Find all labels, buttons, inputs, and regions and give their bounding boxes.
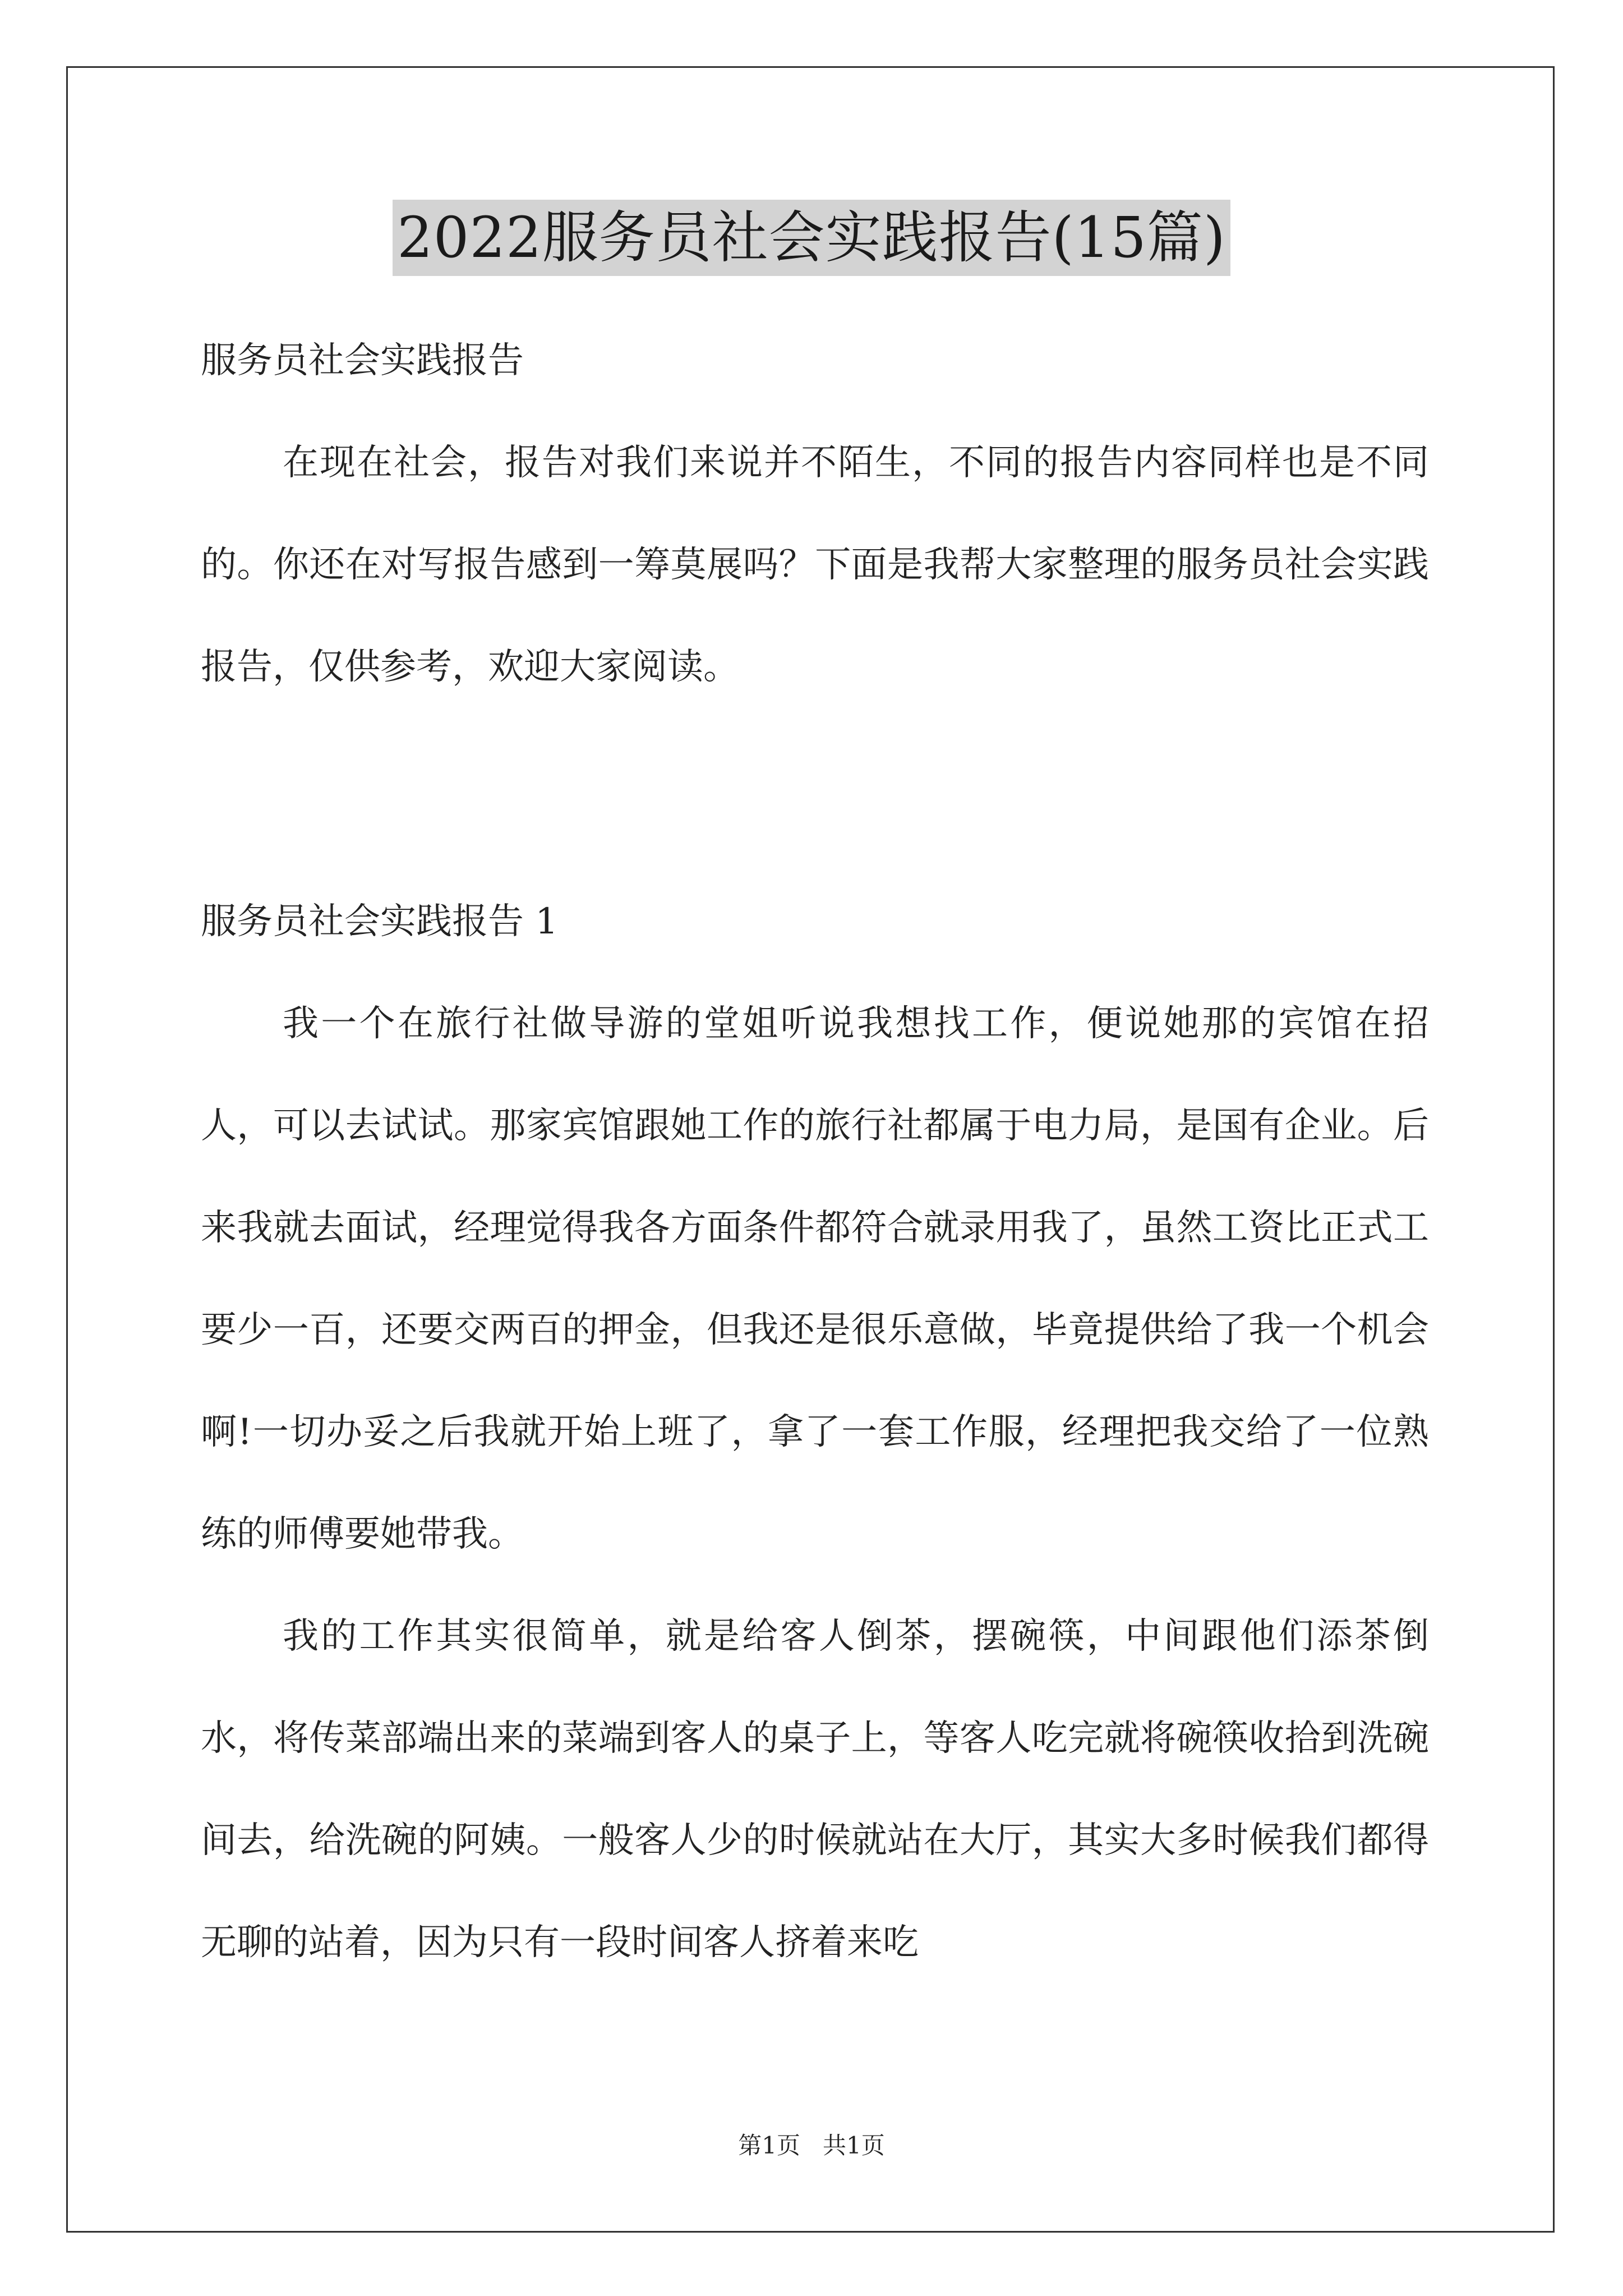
intro-paragraph: 在现在社会，报告对我们来说并不陌生，不同的报告内容同样也是不同的。你还在对写报告感到一筹莫展吗？下面是我帮大家整理的服务员社会实践报告，仅供参考，欢迎大家阅读。 <box>201 442 1429 688</box>
section-heading: 服务员社会实践报告 1 <box>201 901 559 942</box>
intro-block <box>201 310 1429 718</box>
footer <box>0 2127 1623 2161</box>
title-container <box>0 200 1623 276</box>
intro-heading: 服务员社会实践报告 <box>201 340 524 381</box>
section-block <box>201 871 1429 1994</box>
body-paragraph: 我的工作其实很简单，就是给客人倒茶，摆碗筷，中间跟他们添茶倒水，将传菜部端出来的菜端到客人的桌子上，等客人吃完就将碗筷收拾到洗碗间去，给洗碗的阿姨。一般客人少的时候就站在大厅，其实大多时候我们都得无聊的站着，因为只有一段时间客人挤着来吃 <box>201 1616 1429 1963</box>
document-title: 2022服务员社会实践报告(15篇) <box>393 200 1230 276</box>
page-number: 第1页 共1页 <box>738 2132 885 2159</box>
body-paragraph: 我一个在旅行社做导游的堂姐听说我想找工作，便说她那的宾馆在招人，可以去试试。那家宾馆跟她工作的旅行社都属于电力局，是国有企业。后来我就去面试，经理觉得我各方面条件都符合就录用我了，虽然工资比正式工要少一百，还要交两百的押金，但我还是很乐意做，毕竟提供给了我一个机会啊!一切办妥之后我就开始上班了，拿了一套工作服，经理把我交给了一位熟练的师傅要她带我。 <box>201 1003 1429 1555</box>
